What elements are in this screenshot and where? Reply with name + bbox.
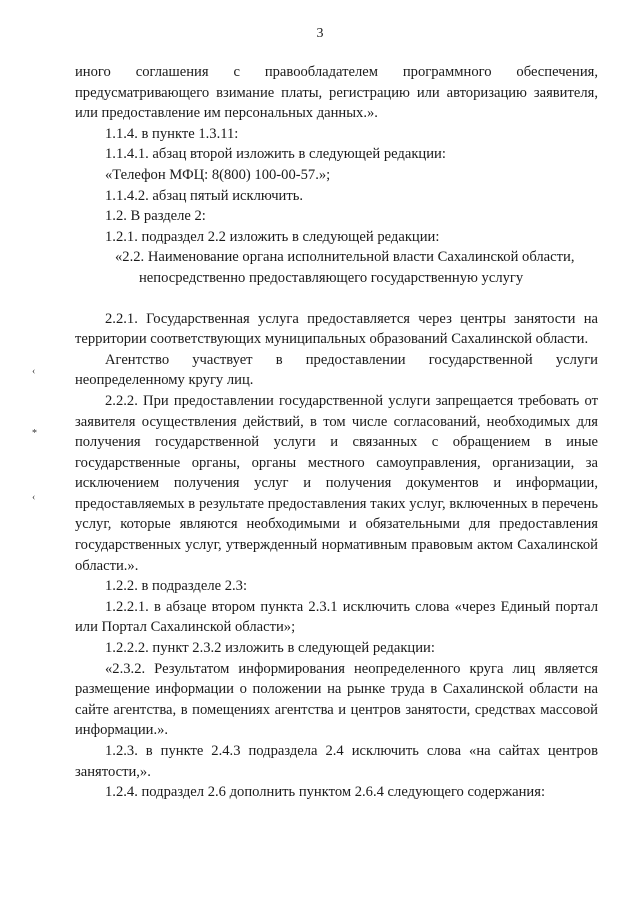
paragraph-2-2-1: 2.2.1. Государственная услуга предоставляется через центры занятости на территории соответствующих муниципальных образований Сахалинской области. [75,310,598,348]
margin-mark: * [32,428,37,439]
paragraph-1-1-4: 1.1.4. в пункте 1.3.11: [105,125,239,142]
paragraph-phone: «Телефон МФЦ: 8(800) 100-00-57.»; [105,166,331,183]
paragraph-1-2-1: 1.2.1. подраздел 2.2 изложить в следующей редакции: [105,228,440,245]
page-number: 3 [316,26,324,41]
paragraph-2-2-2: 2.2.2. При предоставлении государственной услуги запрещается требовать от заявителя осуществления действий, в том числе согласований, необходимых для получения государственной услуги и связанных с обращением в иные государственные органы, органы местного самоуправления, организации, за исключением получения услуг и получения документов и информации, предоставляемых в результате предоставления таких услуг, включенных в перечень услуг, которые являются необходимыми и обязательными для предоставления государственных услуг, утвержденный нормативным правовым актом Сахалинской области.». [75,392,598,574]
paragraph-2-3-2: «2.3.2. Результатом информирования неопределенного круга лиц является размещение информации о положении на рынке труда в Сахалинской области на сайте агентства, в помещениях агентства и центров занятости, средствах массовой информации.». [75,660,598,739]
margin-mark: ‹ [32,366,36,377]
paragraph-1-2-2-1: 1.2.2.1. в абзаце втором пункта 2.3.1 исключить слова «через Единый портал или Портал Сахалинской области»; [75,598,598,636]
document-body [75,62,598,803]
paragraph-agency: Агентство участвует в предоставлении государственной услуги неопределенному кругу лиц. [75,351,598,389]
paragraph-1-1-4-2: 1.1.4.2. абзац пятый исключить. [105,187,304,204]
section-heading [75,247,598,288]
paragraph-1-2: 1.2. В разделе 2: [105,208,206,225]
paragraph-1-2-2: 1.2.2. в подразделе 2.3: [105,578,248,595]
paragraph-1-2-2-2: 1.2.2.2. пункт 2.3.2 изложить в следующей редакции: [105,640,435,657]
section-heading-line2: непосредственно предоставляющего государственную услугу [139,269,524,286]
paragraph-1-1-4-1: 1.1.4.1. абзац второй изложить в следующей редакции: [105,146,446,163]
paragraph-1-2-4: 1.2.4. подраздел 2.6 дополнить пунктом 2.6.4 следующего содержания: [105,784,546,801]
paragraph-continuation: иного соглашения с правообладателем программного обеспечения, предусматривающего взимание платы, регистрацию или авторизацию заявителя, или предоставление им персональных данных.». [75,64,598,122]
margin-mark: ‹ [32,492,36,503]
paragraph-1-2-3: 1.2.3. в пункте 2.4.3 подраздела 2.4 исключить слова «на сайтах центров занятости,». [75,743,598,780]
spacer [75,289,598,309]
section-heading-line1: «2.2. Наименование органа исполнительной власти Сахалинской области, [115,249,575,266]
